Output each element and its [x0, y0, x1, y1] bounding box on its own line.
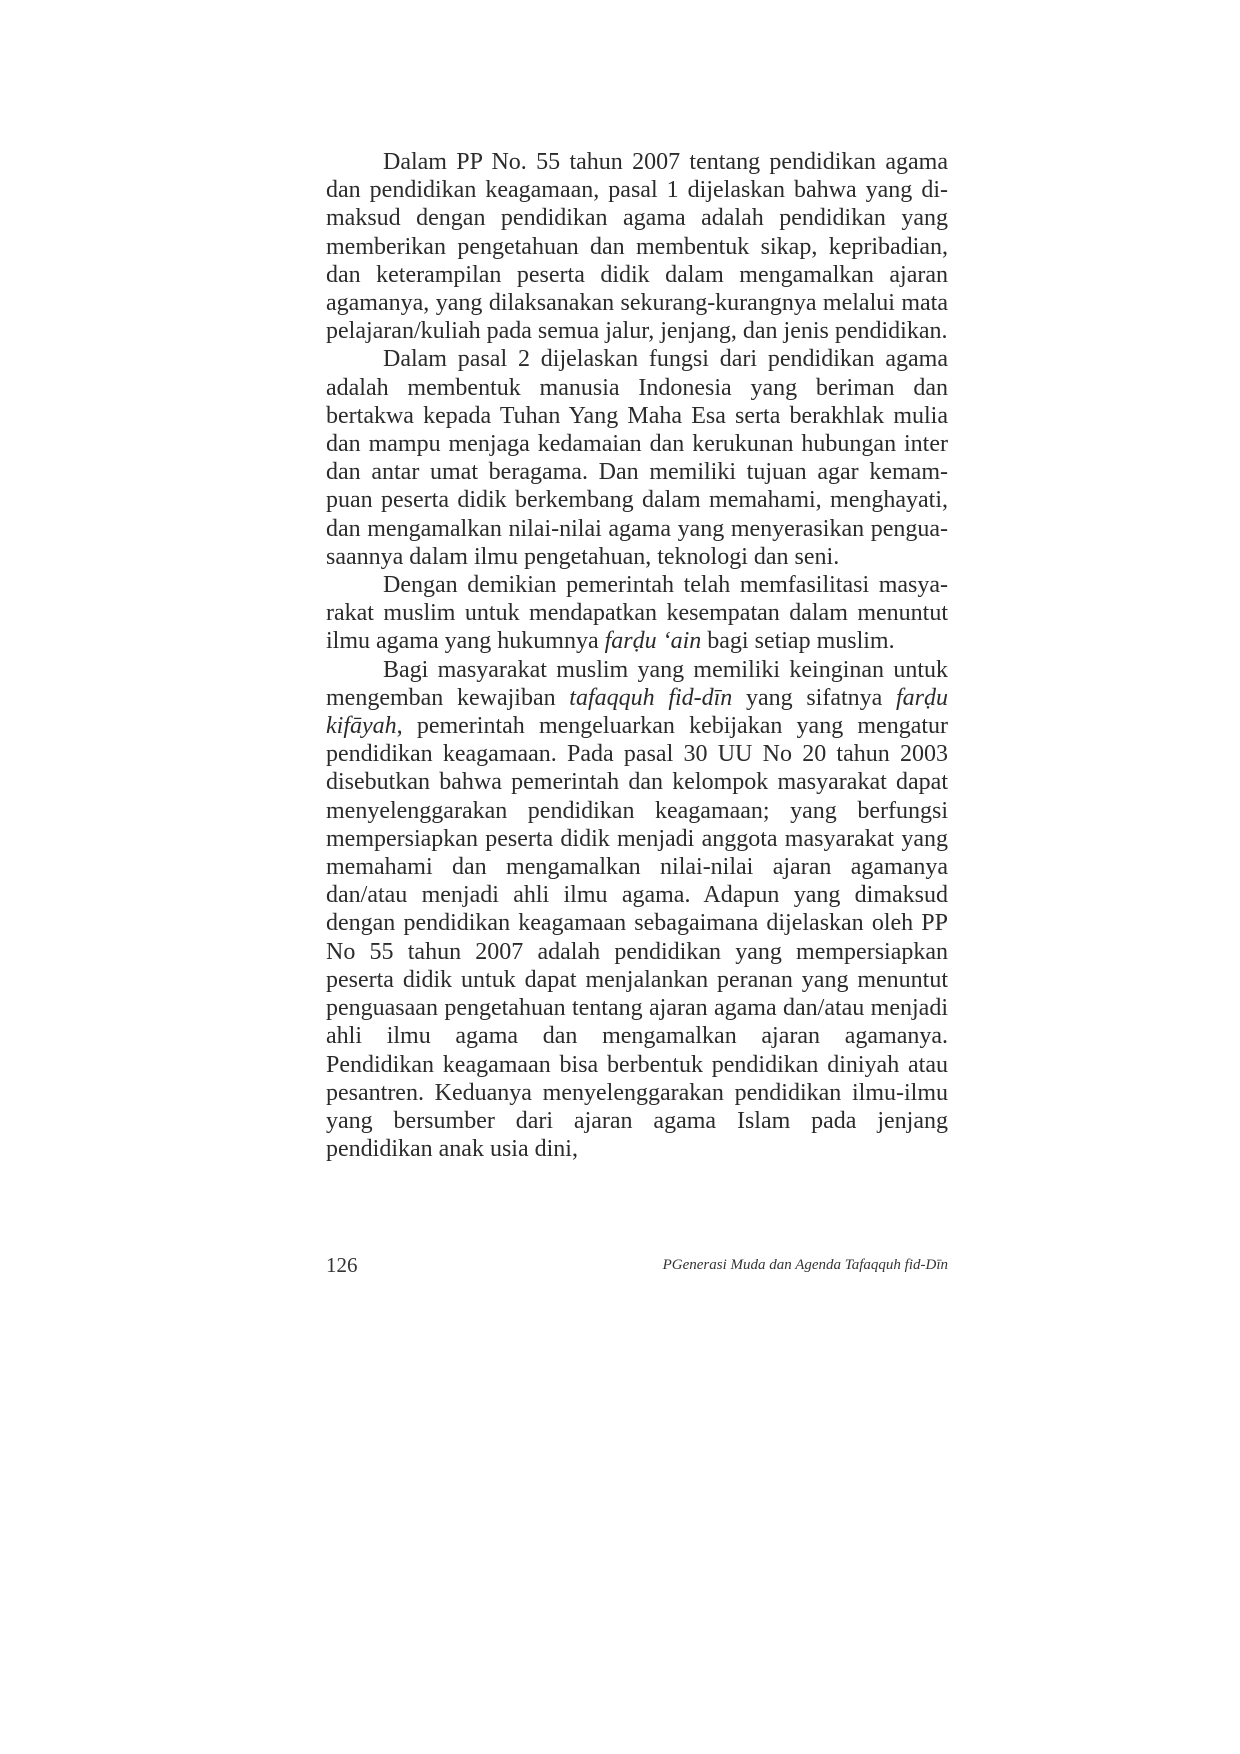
page-footer — [326, 1253, 948, 1283]
paragraph — [326, 571, 948, 656]
italic-term: tafaqquh fid-dīn — [569, 684, 733, 711]
paragraph-text: yang sifatnya — [732, 684, 896, 711]
italic-term: farḍu kifāyah — [326, 684, 949, 740]
paragraph-text: bagi setiap muslim. — [701, 628, 895, 655]
paragraph — [326, 148, 948, 345]
paragraph-text: , pemerintah mengeluarkan kebijakan yang mengatur pendidikan keagamaan. Pada pasal 30 UU No 20 tahun 2003 disebutkan bahwa pemerintah dan kelompok masyarakat dapat menyelenggarakan pendidikan keagamaan; yang berfungsi mempersiapkan peserta didik menjadi anggota masyarakat yang memahami dan mengamalkan nilai-nilai ajaran agamanya dan/atau menjadi ahli ilmu agama. Adapun yang dimaksud dengan pendidikan keagamaan sebagaimana dijelaskan oleh PP No 55 tahun 2007 adalah pendidikan yang mempersiapkan peserta didik untuk dapat menjalankan peranan yang menuntut penguasaan pengetahuan tentang ajaran agama dan/atau menjadi ahli ilmu agama dan mengamalkan ajaran agamanya. Pendidikan keagamaan bisa berbentuk pendidikan diniyah atau pesantren. Keduanya menyelenggarakan pendidikan ilmu-ilmu yang bersumber dari ajaran agama Islam pada jenjang pendidikan anak usia dini, — [326, 713, 948, 1163]
page-number: 126 — [326, 1253, 358, 1277]
italic-term: farḍu ‘ain — [604, 628, 702, 655]
paragraph-text: Dalam PP No. 55 tahun 2007 tentang pendidikan agama dan pendidikan keagamaan, pasal 1 dijelaskan bahwa yang dimaksud dengan pendidikan agama adalah pendidikan yang memberikan pengetahuan dan membentuk sikap, kepribadian, dan keterampilan peserta didik dalam mengamalkan ajaran agamanya, yang dilaksanakan sekurang-kurangnya melalui mata pelajaran/kuliah pada semua jalur, jenjang, dan jenis pendidikan. — [326, 149, 948, 345]
paragraph — [326, 656, 948, 1164]
paragraph-text: Dengan demikian pemerintah telah memfasilitasi masyarakat muslim untuk mendapatkan kesempatan dalam menuntut ilmu agama yang hukumnya — [326, 572, 948, 655]
paragraph-text: Bagi masyarakat muslim yang memiliki keinginan untuk mengemban kewajiban — [326, 656, 948, 711]
paragraph-text: Dalam pasal 2 dijelaskan fungsi dari pendidikan agama adalah membentuk manusia Indonesia yang beriman dan bertakwa kepada Tuhan Yang Maha Esa serta berakhlak mulia dan mampu menjaga kedamaian dan kerukunan hubungan inter dan antar umat beragama. Dan memiliki tujuan agar kemampuan peserta didik berkembang dalam memahami, menghayati, dan mengamalkan nilai-nilai agama yang menyerasikan penguasaannya dalam ilmu pengetahuan, teknologi dan seni. — [326, 346, 948, 570]
running-title: PGenerasi Muda dan Agenda Tafaqquh fid-Dīn — [662, 1257, 948, 1273]
paragraph — [326, 345, 948, 571]
body-text — [326, 148, 948, 1163]
